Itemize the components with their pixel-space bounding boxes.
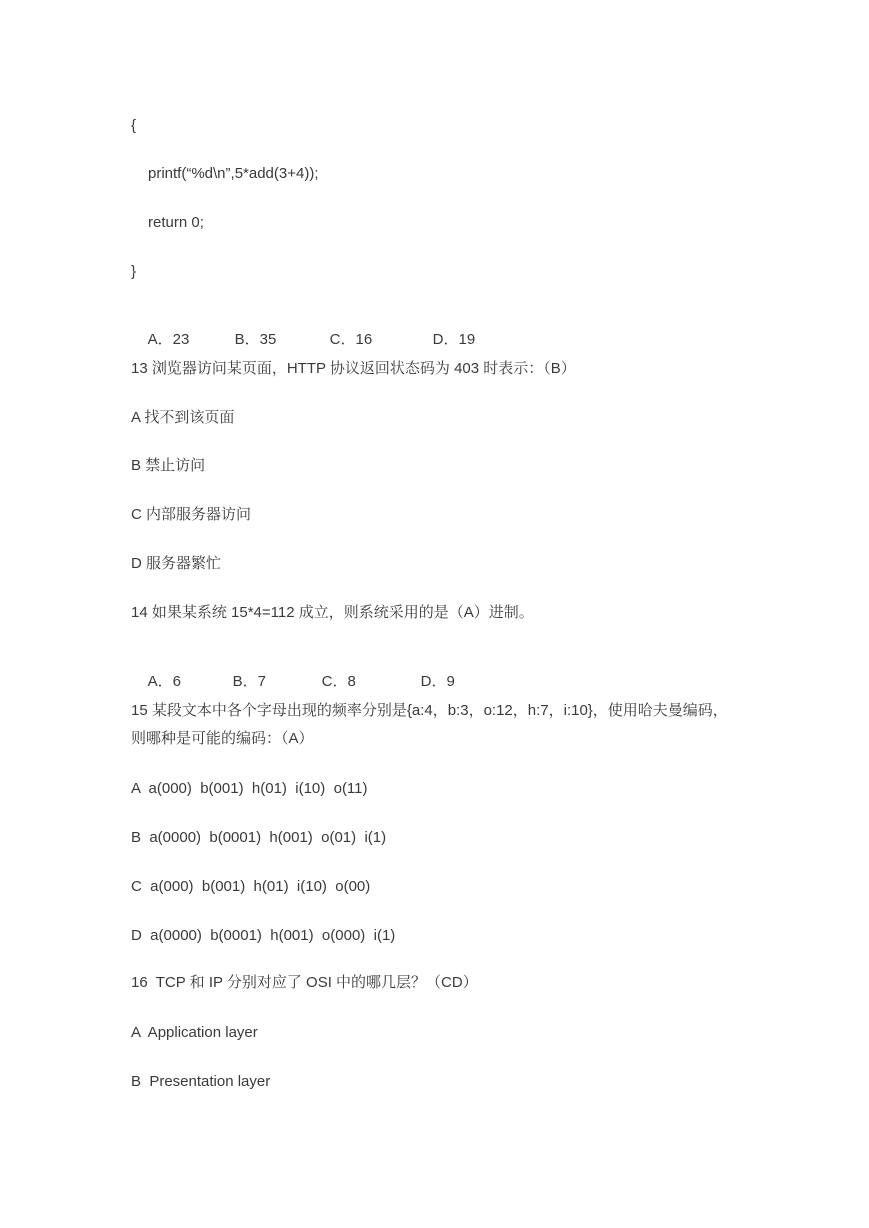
q14-option-d: D．9 — [420, 673, 455, 690]
q12-option-d: D．19 — [432, 331, 476, 348]
q13-option-c: C 内部服务器访问 — [131, 506, 252, 523]
q13-option-d: D 服务器繁忙 — [131, 555, 222, 572]
q16-option-a: A Application layer — [131, 1024, 258, 1041]
question-14: 14 如果某系统 15*4=112 成立，则系统采用的是（A）进制。 — [131, 604, 534, 621]
q14-option-c: C．8 — [321, 673, 356, 690]
q16-option-b: B Presentation layer — [131, 1073, 271, 1090]
q15-option-b: B a(0000) b(0001) h(001) o(01) i(1) — [131, 829, 387, 846]
code-brace-open: { — [131, 117, 137, 134]
q12-option-b: B．35 — [234, 331, 277, 348]
question-13: 13 浏览器访问某页面，HTTP 协议返回状态码为 403 时表示：（B） — [131, 360, 576, 377]
code-brace-close: } — [131, 263, 137, 280]
q15-option-c: C a(000) b(001) h(01) i(10) o(00) — [131, 878, 371, 895]
q15-option-a: A a(000) b(001) h(01) i(10) o(11) — [131, 780, 368, 797]
q13-option-a: A 找不到该页面 — [131, 409, 235, 426]
q14-option-a: A．6 — [147, 673, 182, 690]
q13-option-b: B 禁止访问 — [131, 457, 206, 474]
code-printf-line: printf(“%d\n”,5*add(3+4)); — [148, 165, 319, 182]
question-15-line-2: 则哪种是可能的编码：（A） — [131, 730, 314, 747]
q12-option-c: C．16 — [329, 331, 373, 348]
question-16: 16 TCP 和 IP 分别对应了 OSI 中的哪几层？（CD） — [131, 974, 478, 991]
question-15-line-1: 15 某段文本中各个字母出现的频率分别是{a:4，b:3，o:12，h:7，i:10}，使用哈夫曼编码， — [131, 702, 728, 719]
q15-option-d: D a(0000) b(0001) h(001) o(000) i(1) — [131, 927, 396, 944]
q12-option-a: A．23 — [147, 331, 190, 348]
q14-option-b: B．7 — [232, 673, 267, 690]
code-return-line: return 0; — [148, 214, 204, 231]
